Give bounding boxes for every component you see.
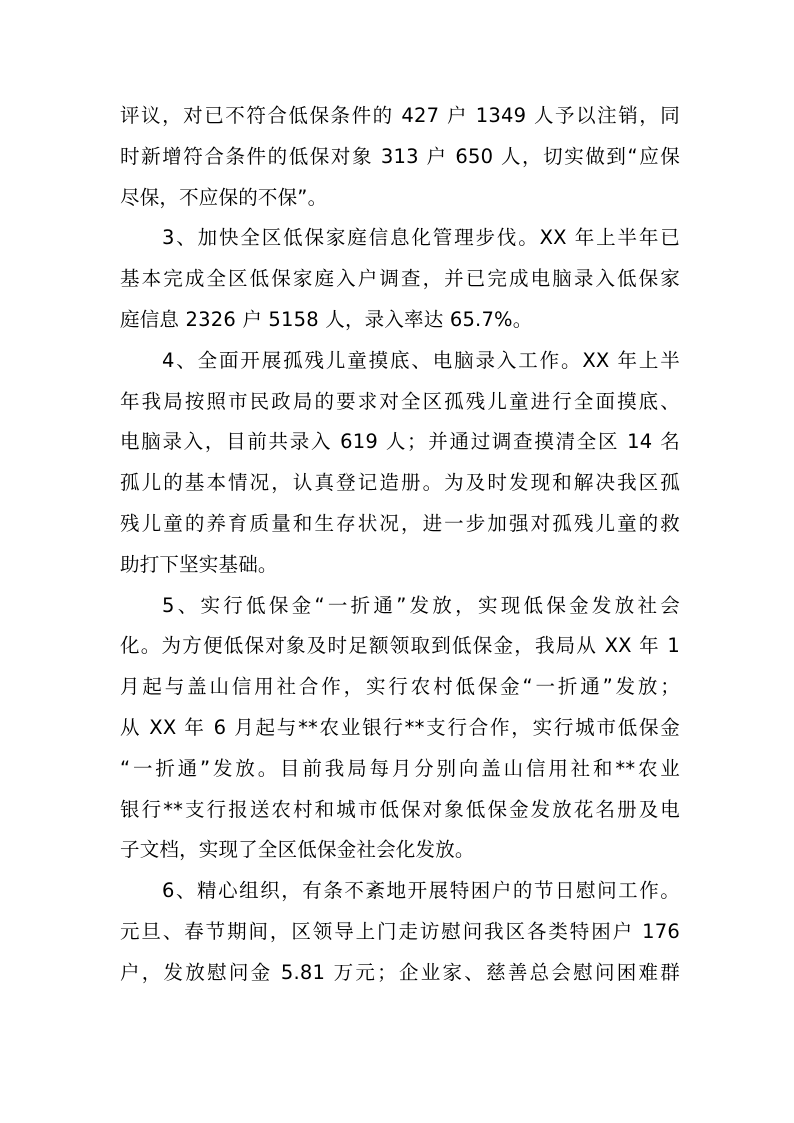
- text-line: 尽保，不应保的不保”。: [120, 185, 328, 209]
- text-line: 月起与盖山信用社合作，实行农村低保金“一折通”发放；: [120, 675, 680, 699]
- text-line: 4、全面开展孤残儿童摸底、电脑录入工作。XX 年上半: [162, 348, 680, 372]
- text-line: “一折通”发放。目前我局每月分别向盖山信用社和**农业: [120, 756, 680, 780]
- text-line: 子文档，实现了全区低保金社会化发放。: [120, 838, 475, 862]
- text-line: 残儿童的养育质量和生存状况，进一步加强对孤残儿童的救: [120, 511, 680, 535]
- text-line: 户，发放慰问金 5.81 万元；企业家、慈善总会慰问困难群: [120, 960, 680, 984]
- document-body: [120, 96, 680, 994]
- text-line: 助打下坚实基础。: [120, 552, 278, 576]
- text-line: 6、精心组织，有条不紊地开展特困户的节日慰问工作。: [162, 879, 680, 903]
- text-line: 3、加快全区低保家庭信息化管理步伐。XX 年上半年已: [162, 226, 680, 250]
- text-line: 年我局按照市民政局的要求对全区孤残儿童进行全面摸底、: [120, 389, 680, 413]
- text-line: 元旦、春节期间，区领导上门走访慰问我区各类特困户 176: [120, 919, 680, 943]
- text-line: 电脑录入，目前共录入 619 人；并通过调查摸清全区 14 名: [120, 430, 680, 454]
- text-line: 从 XX 年 6 月起与**农业银行**支行合作，实行城市低保金: [120, 715, 680, 739]
- text-line: 时新增符合条件的低保对象 313 户 650 人，切实做到“应保: [120, 144, 680, 168]
- text-line: 孤儿的基本情况，认真登记造册。为及时发现和解决我区孤: [120, 471, 680, 495]
- text-line: 化。为方便低保对象及时足额领取到低保金，我局从 XX 年 1: [120, 634, 680, 658]
- text-line: 庭信息 2326 户 5158 人，录入率达 65.7%。: [120, 307, 533, 331]
- text-line: 基本完成全区低保家庭入户调查，并已完成电脑录入低保家: [120, 267, 680, 291]
- text-line: 5、实行低保金“一折通”发放，实现低保金发放社会: [162, 593, 680, 617]
- text-line: 评议，对已不符合低保条件的 427 户 1349 人予以注销，同: [120, 104, 680, 127]
- text-line: 银行**支行报送农村和城市低保对象低保金发放花名册及电: [120, 797, 680, 821]
